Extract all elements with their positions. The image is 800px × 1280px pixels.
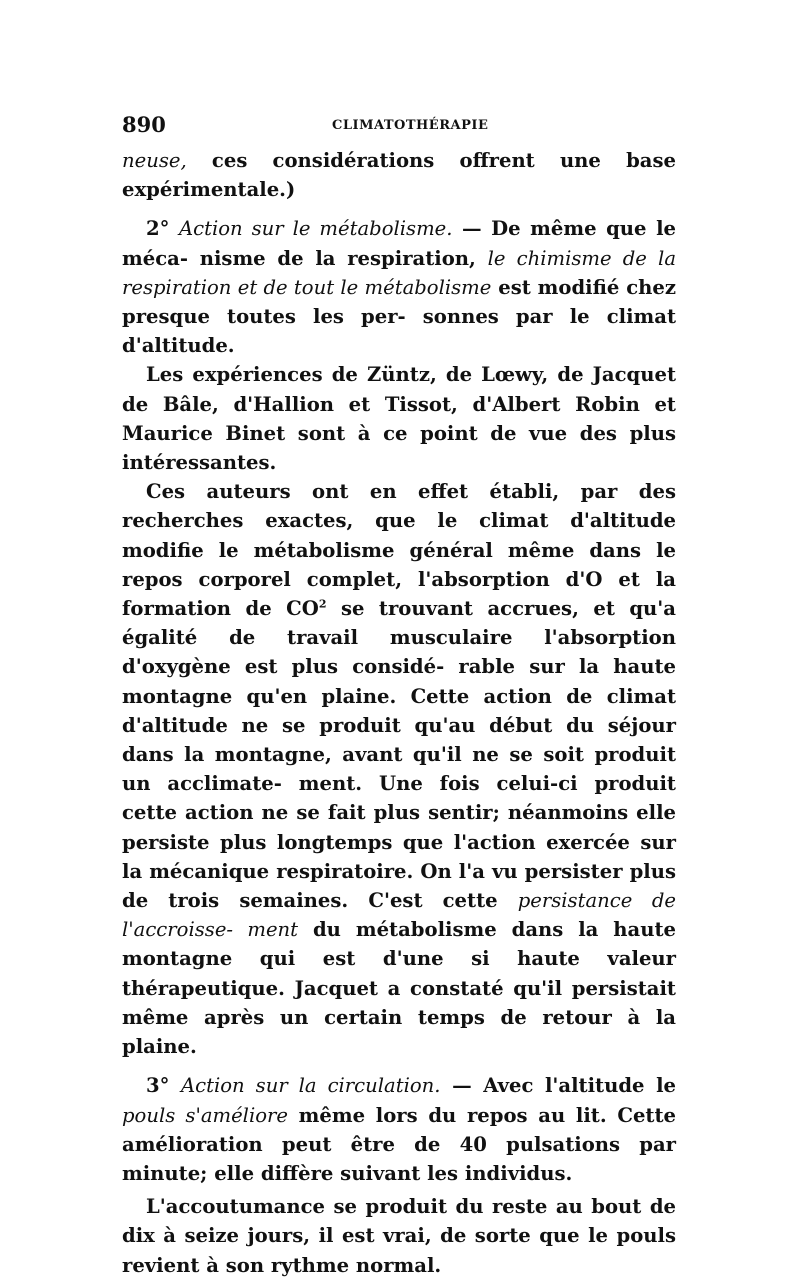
paragraph-experiences [122,360,676,477]
text-span: ces considérations offrent une base expérimentale.) [122,149,676,202]
text-span: L'accoutumance se produit du reste au bout de dix à seize jours, il est vrai, de sorte que le pouls revient à son rythme normal. [122,1195,676,1277]
italic-text: le chimisme de la respiration et de tout le métabolisme [122,246,676,299]
section-heading: Action sur la circulation. [181,1074,441,1098]
section-number: 3° [146,1074,181,1098]
paragraph-metabolisme [122,214,676,360]
body-text [122,146,676,1280]
text-span: même lors du repos au lit. Cette amélioration peut être de 40 pulsations par minute; elle diffère suivant les individus. [122,1103,676,1185]
page-header [122,112,676,146]
section-heading: Action sur le métabolisme. [178,217,453,241]
paragraph-auteurs [122,477,676,1061]
section-number: 2° [146,217,179,241]
page-number: 890 [122,112,166,137]
text-span: du métabolisme dans la haute montagne qui est d'une si haute valeur thérapeutique. Jacquet a constaté qu'il persistait même après un certain temps de retour à la plaine. [122,918,676,1059]
superscript: 2 [318,597,327,611]
text-span: — De même que le méca- nisme de la respiration, [122,217,676,270]
paragraph-circulation [122,1071,676,1188]
paragraph-continuation [122,146,676,204]
text-span: est modifié chez presque toutes les per- sonnes par le climat d'altitude. [122,275,676,358]
running-head: CLIMATOTHÉRAPIE [332,118,489,133]
text-span: Ces auteurs ont en effet établi, par des recherches exactes, que le climat d'altitude modifie le métabolisme général même dans le repos corporel complet, l'absorption d'O et la formation de CO [122,480,676,621]
text-span: Les expériences de Züntz, de Lœwy, de Jacquet de Bâle, d'Hallion et Tissot, d'Albert Robin et Maurice Binet sont à ce point de vue des plus intéressantes. [122,363,676,475]
italic-text: pouls s'améliore [122,1103,288,1127]
italic-text: persistance de l'accroisse- ment [122,889,676,942]
italic-text: neuse, [122,149,187,172]
text-span: se trouvant accrues, et qu'a égalité de travail musculaire l'absorption d'oxygène est plus considé- rable sur la haute montagne qu'en plaine. Cette action de climat d'altitude ne se produit qu'au début du séjour dans la montagne, avant qu'il ne se soit produit un acclimate- ment. Une fois celui-ci produit cette action ne se fait plus sentir; néanmoins elle persiste plus longtemps que l'action exercée sur la mécanique respiratoire. On l'a vu persister plus de trois semaines. C'est cette [122,597,676,913]
text-span: — Avec l'altitude le [440,1074,676,1098]
book-page [122,112,676,1280]
paragraph-accoutumance [122,1192,676,1280]
